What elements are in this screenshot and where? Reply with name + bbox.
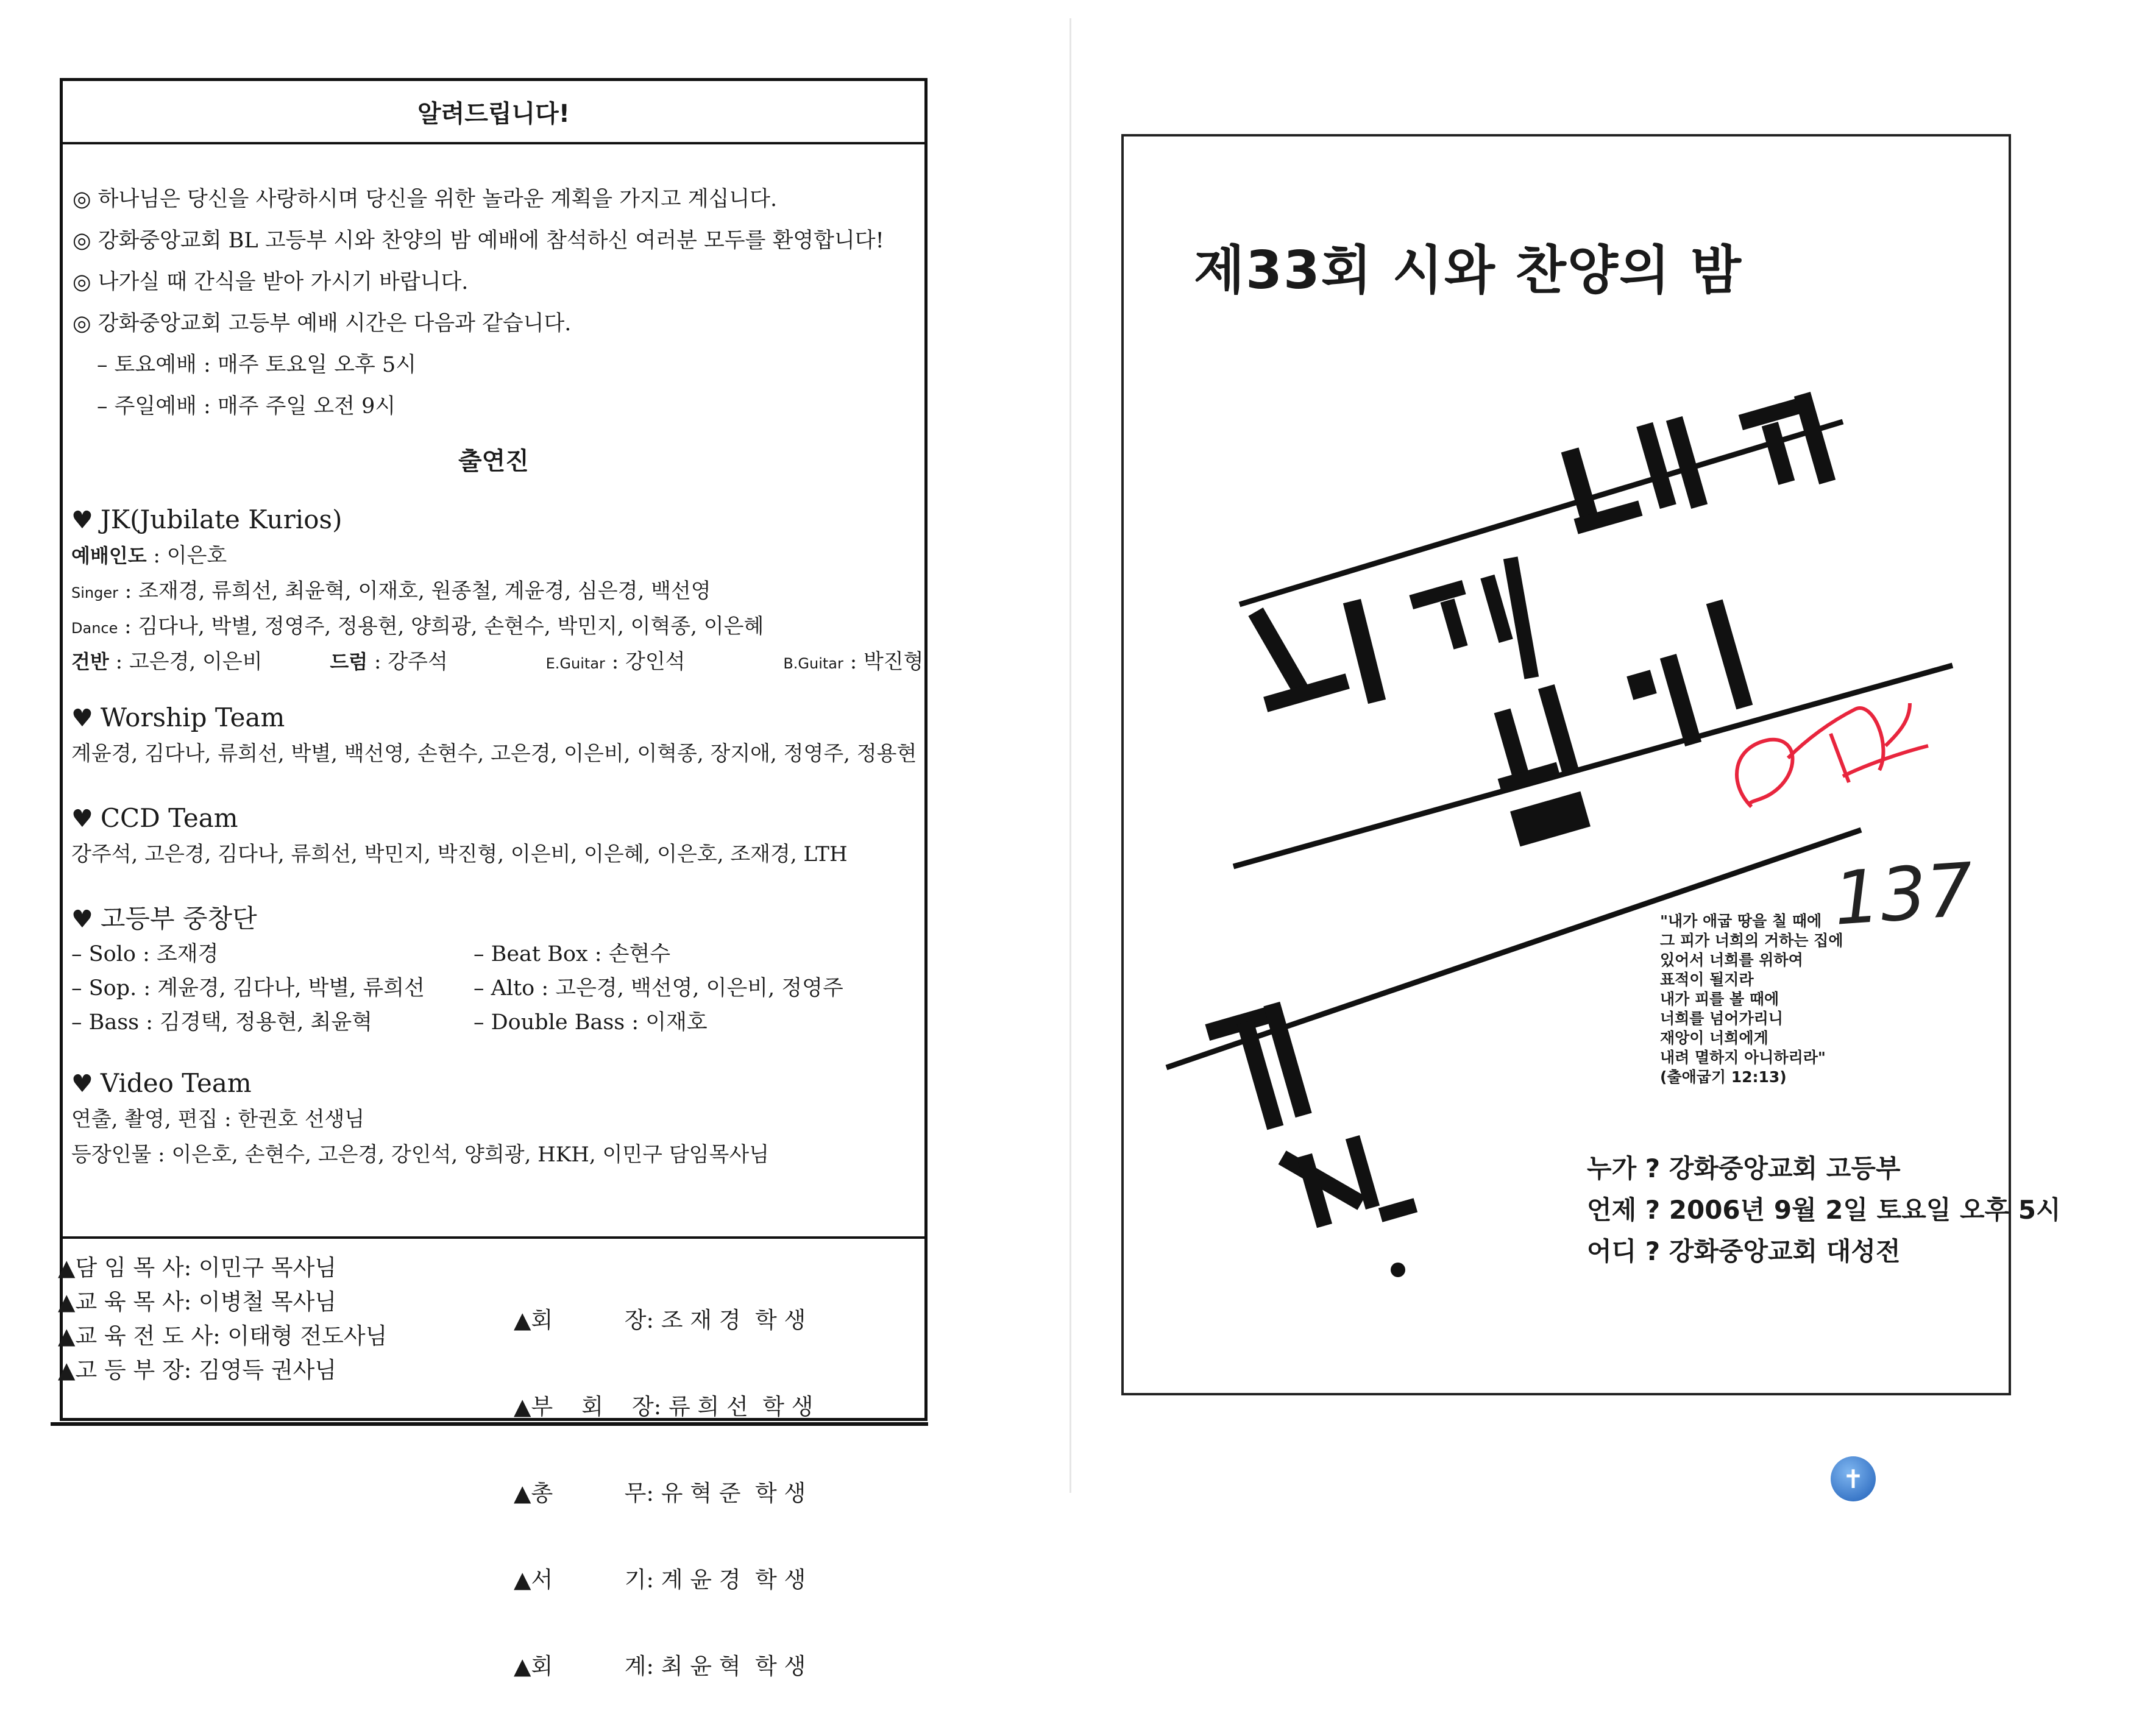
panel-shadow: [51, 1422, 928, 1426]
chorus-section: [71, 901, 924, 1040]
verse-line: 너희를 넘어가리니: [1660, 1010, 1783, 1027]
staff-right-list: [514, 1251, 814, 1736]
worship-members: 계윤경, 김다나, 류희선, 박별, 백선영, 손현수, 고은경, 이은비, 이혁종, 장지애, 정영주, 정용현: [71, 742, 917, 766]
church-logo-icon: ✝: [1831, 1456, 1876, 1501]
drum-label: 드럼: [330, 650, 368, 673]
staff-line: ▲회 계: 최 윤 혁 학 생: [514, 1653, 806, 1679]
jk-leader-row: [71, 538, 924, 573]
notice-list: [73, 179, 913, 427]
event-info: [1587, 1148, 2061, 1272]
video-production: 연출, 촬영, 편집 : 한권호 선생님: [71, 1107, 365, 1132]
handwritten-number: 137: [1831, 848, 1976, 942]
event-who: 누가 ? 강화중앙교회 고등부: [1587, 1153, 1901, 1183]
event-when: 언제 ? 2006년 9월 2일 토요일 오후 5시: [1587, 1195, 2061, 1225]
heart-icon: ♥: [71, 704, 93, 732]
staff-line: ▲담 임 목 사: 이민구 목사님: [58, 1255, 337, 1281]
verse-line: 표적이 될지라: [1660, 971, 1754, 988]
chorus-doublebass: – Double Bass : 이재호: [474, 1010, 708, 1035]
staff-line: ▲교 육 목 사: 이병철 목사님: [58, 1289, 337, 1315]
chorus-alto: – Alto : 고은경, 백선영, 이은비, 정영주: [474, 976, 843, 1001]
staff-line: ▲서 기: 계 윤 경 학 생: [514, 1567, 806, 1593]
staff-left-list: [58, 1251, 387, 1387]
keys-label: 건반: [71, 650, 109, 673]
heart-icon: ♥: [71, 905, 93, 934]
verse-line: 그 피가 너희의 거하는 집에: [1660, 932, 1843, 949]
dance-label: Dance: [71, 620, 118, 637]
leader-value: : 이은호: [146, 544, 227, 568]
verse-line: 내려 멸하지 아니하리라": [1660, 1049, 1826, 1066]
page-fold: [1070, 18, 1071, 1493]
cast-title: 출연진: [458, 447, 529, 475]
diagonal-line: [1240, 422, 1843, 604]
notice-line: ◎ 강화중앙교회 BL 고등부 시와 찬양의 밤 예배에 참석하신 여러분 모두를 환영합니다!: [73, 229, 884, 253]
staff-line: ▲고 등 부 장: 김영득 권사님: [58, 1357, 337, 1383]
ccd-members: 강주석, 고은경, 김다나, 류희선, 박민지, 박진형, 이은비, 이은혜, 이은호, 조재경, LTH: [71, 842, 848, 866]
notice-line: ◎ 강화중앙교회 고등부 예배 시간은 다음과 같습니다.: [73, 311, 572, 336]
dance-value: : 김다나, 박별, 정영주, 정용현, 양희광, 손현수, 박민지, 이혁종, 이은혜: [118, 614, 764, 639]
notice-title: 알려드립니다!: [417, 99, 570, 128]
chorus-soprano: – Sop. : 계윤경, 김다나, 박별, 류희선: [71, 976, 425, 1001]
worship-section: [71, 700, 924, 771]
notice-line: – 주일예배 : 매주 주일 오전 9시: [97, 394, 396, 419]
eguitar-label: E.Guitar: [545, 655, 605, 672]
bguitar-label: B.Guitar: [783, 655, 843, 672]
notice-line: – 토요예배 : 매주 토요일 오후 5시: [97, 353, 417, 377]
left-page: [58, 78, 928, 1679]
poster-title: 제33회 시와 찬양의 밤: [1194, 240, 1743, 301]
leader-label: 예배인도: [71, 544, 147, 567]
verse-line: 있어서 너희를 위하여: [1660, 951, 1803, 969]
video-heading: Video Team: [100, 1068, 252, 1098]
jk-singer-row: [71, 573, 924, 609]
worship-heading: Worship Team: [100, 703, 285, 732]
chorus-heading: 고등부 중창단: [100, 904, 257, 934]
staff-divider: [63, 1236, 924, 1239]
singer-value: : 조재경, 류희선, 최윤혁, 이재호, 원종철, 계윤경, 심은경, 백선영: [118, 579, 711, 603]
jk-band-row: [71, 644, 924, 679]
verse-line: 내가 피를 볼 때에: [1660, 990, 1779, 1008]
stylized-lettering-3: [1494, 600, 1753, 847]
chorus-beatbox: – Beat Box : 손현수: [474, 942, 671, 966]
keys-value: : 고은경, 이은비: [108, 650, 263, 674]
notice-header: [63, 81, 924, 144]
bguitar-value: : 박진형: [843, 650, 924, 674]
stylized-lettering-2: [1248, 556, 1539, 712]
heart-icon: ♥: [71, 506, 93, 534]
drum-value: : 강주석: [367, 650, 448, 674]
event-where: 어디 ? 강화중앙교회 대성전: [1587, 1236, 1901, 1266]
chorus-bass: – Bass : 김경택, 정용현, 최윤혁: [71, 1010, 372, 1035]
eguitar-value: : 강인석: [605, 650, 686, 674]
verse-line: 재앙이 너희에게: [1660, 1029, 1768, 1047]
video-cast: 등장인물 : 이은호, 손현수, 고은경, 강인석, 양희광, HKH, 이민구 담임목사님: [71, 1143, 770, 1167]
poster-page: [1121, 134, 2061, 1395]
heart-icon: ♥: [71, 1070, 93, 1098]
chorus-grid: [71, 937, 924, 1040]
verse-line: (출애굽기 12:13): [1660, 1068, 1787, 1086]
notice-line: ◎ 나가실 때 간식을 받아 가시기 바랍니다.: [73, 270, 469, 294]
singer-label: Singer: [71, 584, 118, 601]
jk-heading: JK(Jubilate Kurios): [100, 505, 342, 534]
jk-dance-row: [71, 609, 924, 644]
staff-line: ▲부 회 장: 류 희 선 학 생: [514, 1394, 814, 1420]
staff-line: ▲교 육 전 도 사: 이태형 전도사님: [58, 1323, 388, 1349]
verse-line: "내가 애굽 땅을 칠 때에: [1660, 912, 1822, 930]
notice-line: ◎ 하나님은 당신을 사랑하시며 당신을 위한 놀라운 계획을 가지고 계십니다.: [73, 187, 778, 211]
staff-line: ▲회 장: 조 재 경 학 생: [514, 1307, 806, 1333]
ccd-section: [71, 800, 924, 872]
chorus-solo: – Solo : 조재경: [71, 942, 219, 966]
heart-icon: ♥: [71, 805, 93, 833]
ccd-heading: CCD Team: [100, 803, 238, 833]
jk-section: [71, 501, 924, 679]
video-section: [71, 1065, 924, 1172]
bible-verse: [1660, 912, 1843, 1087]
staff-line: ▲총 무: 유 혁 준 학 생: [514, 1480, 806, 1506]
